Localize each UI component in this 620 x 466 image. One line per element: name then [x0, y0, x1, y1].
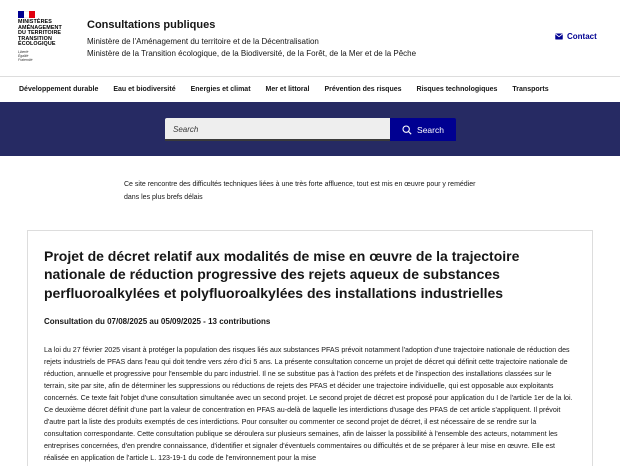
contact-link[interactable] [555, 32, 597, 41]
search-button-label: Search [417, 124, 444, 135]
government-logo[interactable] [18, 11, 74, 62]
search-input[interactable] [165, 118, 390, 141]
nav-item-mer-littoral[interactable]: Mer et littoral [265, 86, 310, 93]
consultation-card [27, 230, 593, 466]
nav-item-transports[interactable]: Transports [512, 86, 549, 93]
republic-motto: Liberté Égalité Fraternité [18, 49, 33, 62]
search-banner [0, 102, 620, 156]
nav-item-prevention-risques[interactable]: Prévention des risques [324, 86, 402, 93]
nav-item-eau-biodiversite[interactable]: Eau et biodiversité [113, 86, 176, 93]
ministry-names [87, 36, 416, 60]
contact-label: Contact [567, 32, 597, 41]
technical-notice: Ce site rencontre des difficultés techniques liées à une très forte affluence, tout est mis en œuvre pour y remédier dans les plus brefs délais [124, 181, 476, 201]
ministry-logo-text: MINISTÈRES AMÉNAGEMENT DU TERRITOIRE TRANSITION ÉCOLOGIQUE [18, 19, 62, 48]
main-navigation [0, 76, 620, 102]
french-flag-icon [18, 11, 35, 18]
site-title[interactable]: Consultations publiques [87, 19, 216, 31]
consultation-title: Projet de décret relatif aux modalités de mise en œuvre de la trajectoire nationale de réduction progressive des rejets aqueux de substances perfluoroalkylées et polyfluoroalkylées des installations industrielles [44, 248, 520, 301]
consultation-body: La loi du 27 février 2025 visant à protéger la population des risques liés aux substances PFAS prévoit notamment l'adoption d'une trajectoire nationale de réduction des rejets industriels de PFAS dans l'eau qui doit tendre vers zéro d'ici 5 ans. La présente consultation concerne un projet de décret qui définit cette trajectoire nationale de réduction, annuelle et progressive pour l'ensemble du parc industriel. Il ne se substitue pas à l'action des préfets et de l'inspection des installations classées sur le terrain, site par site, afin de déterminer les suppressions ou réductions de rejets des PFAS et décider une trajectoire individuelle, qui est opposable aux exploitants concernés. Ce texte fait l'objet d'une consultation simultanée avec un second projet. Le second projet de décret est proposé pour application du I de l'article 1er de la loi. Ce deuxième décret définit d'une part la valeur de concentration en PFAS au-delà de laquelle les interdictions d'usage des PFAS de cet article s'appliquent. Il prévoit d'autre part la liste des produits exemptés de ces interdictions. Pour consulter ou commenter ce second projet de décret, il est nécessaire de se rendre sur la consultation correspondante. Cette consultation publique se déroulera sur plusieurs semaines, afin de laisser la possibilité à l'ensemble des acteurs, notamment les entreprises concernées, d'en prendre connaissance, d'identifier et signaler d'éventuels commentaires ou difficultés et de se préparer à leur mise en œuvre. Elle est réalisée en application de l'article L. 123-19-1 du code de l'environnement pour la mise [44, 345, 573, 462]
ministry-name-2: Ministère de la Transition écologique, de la Biodiversité, de la Forêt, de la Mer et de la Pêche [87, 49, 417, 58]
envelope-icon [555, 33, 563, 40]
search-button[interactable] [390, 118, 456, 141]
consultation-meta: Consultation du 07/08/2025 au 05/09/2025 - 13 contributions [44, 316, 271, 326]
search-icon [402, 125, 412, 135]
site-header [0, 0, 620, 76]
nav-item-energies-climat[interactable]: Energies et climat [190, 86, 251, 93]
site-titles [87, 19, 416, 60]
nav-item-risques-technologiques[interactable]: Risques technologiques [416, 86, 498, 93]
ministry-name-1: Ministère de l'Aménagement du territoire et de la Décentralisation [87, 37, 319, 46]
nav-item-developpement-durable[interactable]: Développement durable [19, 86, 99, 93]
